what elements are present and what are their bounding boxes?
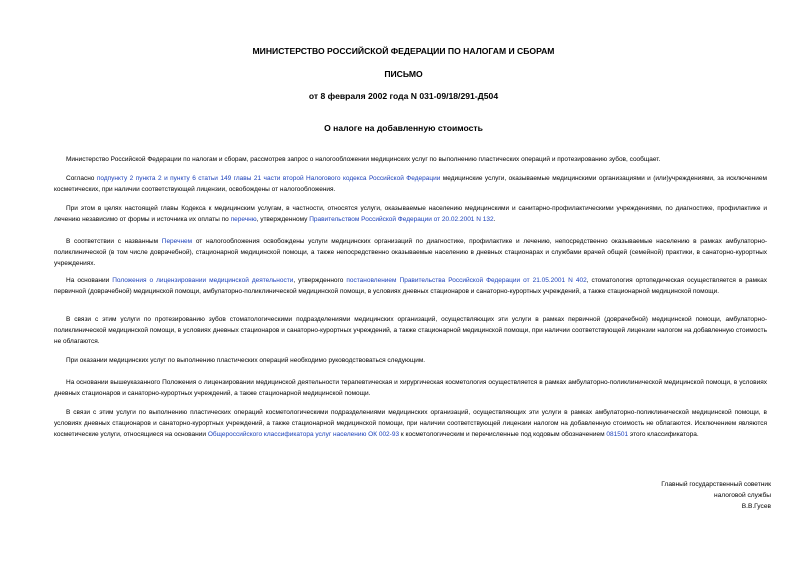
text-span: При этом в целях настоящей главы Кодекса к медицинским услугам, в частности, относятся услуги, оказываемые населению медицинскими и санитарно-профилактическими учреждениями, по диагностике, профилактике и лечению независимо от формы и источника их оплаты по: [54, 205, 767, 223]
text-span: , утвержденному: [256, 216, 310, 223]
paragraph-exceptions: [54, 407, 767, 440]
paragraph-plastic-surgery: При оказании медицинских услуг по выполнению пластических операций необходимо руководствоваться следующим.: [66, 357, 426, 364]
paragraph-cosmetology: На основании вышеуказанного Положения о лицензировании медицинской деятельности терапевтическая и хирургическая косметология осуществляется в рамках амбулаторно-поликлинической медицинской помощи, в условиях дневных стационаров и санаторно-курортных учреждений, а также стационарной медицинской помощи.: [54, 379, 767, 397]
text-span: .: [493, 216, 496, 223]
text-span: На основании: [66, 277, 113, 284]
text-span: , утвержденного: [293, 277, 347, 284]
link-licensing-regulation[interactable]: Положения о лицензировании медицинской деятельности: [112, 277, 294, 284]
link-government-decree-132[interactable]: Правительством Российской Федерации от 20.02.2001 N 132: [309, 216, 494, 223]
paragraph-dental: В связи с этим услуги по протезированию зубов стоматологическими подразделениями медицинских организаций, осуществляющих эти услуги в рамках первичной (доврачебной) медицинской помощи, амбулаторно-поликлинической медицинской помощи, в условиях дневных стационаров и санаторно-курортных учреждений, а также стационарной медицинской помощи, при наличии соответствующей лицензии налогом на добавленную стоимость не облагаются.: [54, 316, 767, 345]
link-classifier-ok-002-93[interactable]: Общероссийского классификатора услуг населению ОК 002-93: [207, 431, 400, 438]
link-tax-code-article-149[interactable]: подпункту 2 пункта 2 и пункту 6 статьи 149 главы 21 части второй Налогового кодекса Российской Федерации: [96, 175, 441, 182]
text-span: медицинские услуги, оказываемые медицинскими организациями и (или)учреждениями, за исключением косметических, при наличии соответствующей лицензии, освобождены от налогообложения.: [54, 175, 767, 193]
paragraph-tax-code: [54, 173, 767, 195]
paragraph-licensing: [54, 275, 767, 297]
link-code-081501[interactable]: 081501: [606, 431, 629, 438]
text-span: , стоматология ортопедическая осуществляется в рамках первичной (доврачебной) медицинской помощи, амбулаторно-поликлинической медицинской помощи, в условиях дневных стационаров и санаторно-курортных учреждений, а также стационарной медицинской помощи.: [54, 277, 767, 295]
signature-block: [661, 479, 771, 512]
signature-position: Главный государственный советник: [661, 481, 771, 488]
text-span: от налогообложения освобождены услуги медицинских организаций по диагностике, профилактике и лечению, непосредственно оказываемые населению в рамках амбулаторно-поликлинической (в том числе доврачебной), стационарной медицинской помощи, а также непосредственно оказываемые населению в дневных стационарах и службами врачей общей (семейной) практики, в санаторно-курортных учреждениях.: [54, 238, 767, 267]
paragraph-medical-services: [54, 203, 767, 225]
document-date-number: от 8 февраля 2002 года N 031-09/18/291-Д504: [308, 91, 499, 101]
link-list[interactable]: перечню: [230, 216, 257, 223]
paragraph-intro: Министерство Российской Федерации по налогам и сборам, рассмотрев запрос о налогообложении медицинских услуг по выполнению пластических операций и протезированию зубов, сообщает.: [66, 156, 661, 163]
text-span: Согласно: [66, 175, 97, 182]
link-list-capitalized[interactable]: Перечнем: [161, 238, 193, 245]
text-span: В соответствии с названным: [66, 238, 162, 245]
document-type: ПИСЬМО: [384, 69, 423, 79]
link-government-decree-402[interactable]: постановлением Правительства Российской Федерации от 21.05.2001 N 402: [346, 277, 587, 284]
text-span: В связи с этим услуги по выполнению пластических операций косметологическими подразделениями медицинских организаций, осуществляющих эти услуги в рамках амбулаторно-поликлинической медицинской помощи, в условиях дневных стационаров и санаторно-курортных учреждений, а также стационарной медицинской помощи, при наличии соответствующей лицензии налогом на добавленную стоимость не облагаются. Исключением являются косметические услуги, относящиеся на основании: [54, 409, 767, 438]
document-subject: О налоге на добавленную стоимость: [324, 123, 483, 133]
text-span: этого классификатора.: [628, 431, 699, 438]
paragraph-list-exemption: [54, 236, 767, 269]
text-span: к косметологическим и перечисленные под кодовым обозначением: [399, 431, 607, 438]
ministry-title: МИНИСТЕРСТВО РОССИЙСКОЙ ФЕДЕРАЦИИ ПО НАЛОГАМ И СБОРАМ: [252, 46, 555, 56]
signature-service: налоговой службы: [714, 492, 771, 499]
signature-name: В.В.Гусев: [741, 503, 771, 510]
